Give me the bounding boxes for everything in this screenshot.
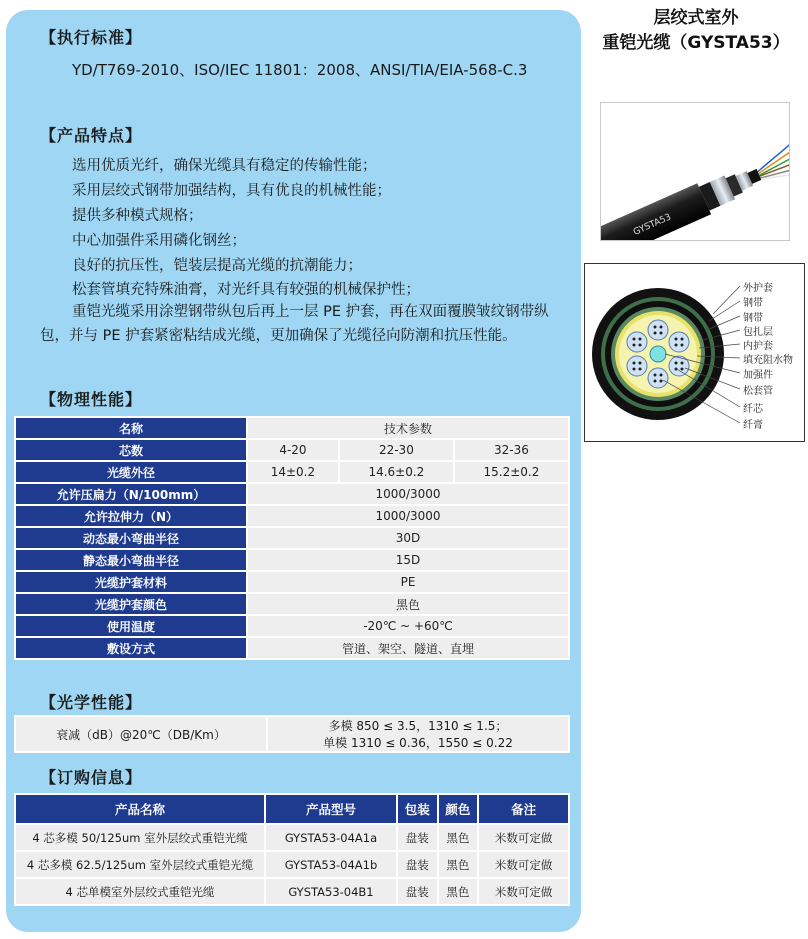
cable-print-text: GYSTA53 [632,212,673,238]
table-cell: 14.6±0.2 [340,462,453,482]
table-cell: GYSTA53-04B1 [266,879,396,904]
table-cell: 黑色 [439,852,478,877]
table-cell: 1000/3000 [248,506,568,526]
table-cell: 14±0.2 [248,462,338,482]
table-cell: 黑色 [439,879,478,904]
table-cell: 米数可定做 [479,879,568,904]
table-cell: 22-30 [340,440,453,460]
table-row [16,506,568,526]
column-header: 备注 [479,795,568,823]
table-row [16,418,568,438]
table-cell: 米数可定做 [479,852,568,877]
diagram-label: 纤膏 [743,420,763,431]
optical-line: 单模 1310 ≤ 0.36，1550 ≤ 0.22 [323,736,513,750]
row-label: 允许压扁力（N/100mm） [16,484,246,504]
diagram-label: 钢带 [743,313,763,324]
table-header-value: 技术参数 [248,418,568,438]
table-cell: -20℃ ~ +60℃ [248,616,568,636]
diagram-label: 内护套 [743,341,773,352]
table-cell: 4-20 [248,440,338,460]
row-label: 敷设方式 [16,638,246,658]
table-row [16,638,568,658]
order-table [14,793,570,906]
table-cell: 盘装 [398,852,437,877]
diagram-label: 纤芯 [743,404,763,415]
optical-table [14,715,570,753]
table-cell [268,717,568,751]
table-cell: 盘装 [398,825,437,850]
table-cell: GYSTA53-04A1a [266,825,396,850]
table-row [16,594,568,614]
table-row [16,717,568,751]
product-title-line: 重铠光缆（GYSTA53） [602,33,790,53]
cross-section-diagram [584,263,805,442]
table-cell: 30D [248,528,568,548]
row-label: 允许拉伸力（N） [16,506,246,526]
column-header: 颜色 [439,795,478,823]
cable-photo-illustration [601,103,789,240]
table-cell: 1000/3000 [248,484,568,504]
table-row [16,484,568,504]
order-heading: 【订购信息】 [40,768,143,787]
diagram-label: 填充阻水物 [743,355,793,366]
physical-table [14,416,570,660]
feature-item: 松套管填充特殊油膏，对光纤具有较强的机械保护性； [72,282,420,298]
table-cell: 管道、架空、隧道、直埋 [248,638,568,658]
feature-item: 中心加强件采用磷化钢丝； [72,233,246,249]
table-cell: PE [248,572,568,592]
physical-heading: 【物理性能】 [40,390,143,409]
feature-item: 选用优质光纤，确保光缆具有稳定的传输性能； [72,158,377,174]
table-row [16,440,568,460]
product-title-line: 层绞式室外 [653,8,739,28]
table-cell: 黑色 [439,825,478,850]
table-header-name: 名称 [16,418,246,438]
features-heading: 【产品特点】 [40,126,143,145]
diagram-label: 外护套 [743,283,773,294]
features-long-text: 重铠光缆采用涂塑钢带纵包后再上一层 PE 护套，再在双面覆膜皱纹钢带纵包，并与 PE 护套紧密粘结成光缆，更加确保了光缆径向防潮和抗压性能。 [40,304,549,344]
feature-item: 提供多种模式规格； [72,208,203,224]
cable-photo [600,102,790,241]
row-label: 光缆护套材料 [16,572,246,592]
column-header: 产品名称 [16,795,264,823]
row-label: 动态最小弯曲半径 [16,528,246,548]
optical-heading: 【光学性能】 [40,693,143,712]
standard-text: YD/T769-2010、ISO/IEC 11801：2008、ANSI/TIA/EIA-568-C.3 [72,61,528,79]
table-row [16,572,568,592]
optical-line: 多模 850 ≤ 3.5，1310 ≤ 1.5； [328,719,508,733]
table-cell: 米数可定做 [479,825,568,850]
row-label: 芯数 [16,440,246,460]
diagram-label: 松套管 [743,386,773,397]
standard-heading: 【执行标准】 [40,28,143,47]
table-row [16,795,568,823]
table-cell: 盘装 [398,879,437,904]
table-cell: 32-36 [455,440,568,460]
table-row [16,879,568,904]
table-cell: 4 芯多模 62.5/125um 室外层绞式重铠光缆 [16,852,264,877]
row-label: 衰减（dB）@20℃（DB/Km） [16,717,266,751]
product-title [585,6,807,56]
table-row [16,616,568,636]
diagram-label: 包扎层 [743,327,773,338]
table-cell: 4 芯多模 50/125um 室外层绞式重铠光缆 [16,825,264,850]
table-cell: 黑色 [248,594,568,614]
table-row [16,462,568,482]
diagram-label: 钢带 [743,298,763,309]
table-cell: 15.2±0.2 [455,462,568,482]
feature-item: 良好的抗压性，铠装层提高光缆的抗潮能力； [72,258,362,274]
row-label: 光缆外径 [16,462,246,482]
column-header: 包装 [398,795,437,823]
row-label: 使用温度 [16,616,246,636]
table-row [16,825,568,850]
row-label: 静态最小弯曲半径 [16,550,246,570]
feature-item: 采用层绞式钢带加强结构，具有优良的机械性能； [72,183,391,199]
table-row [16,550,568,570]
table-cell: 15D [248,550,568,570]
table-row [16,852,568,877]
row-label: 光缆护套颜色 [16,594,246,614]
column-header: 产品型号 [266,795,396,823]
table-cell: GYSTA53-04A1b [266,852,396,877]
diagram-label: 加强件 [743,370,773,381]
table-cell: 4 芯单模室外层绞式重铠光缆 [16,879,264,904]
table-row [16,528,568,548]
